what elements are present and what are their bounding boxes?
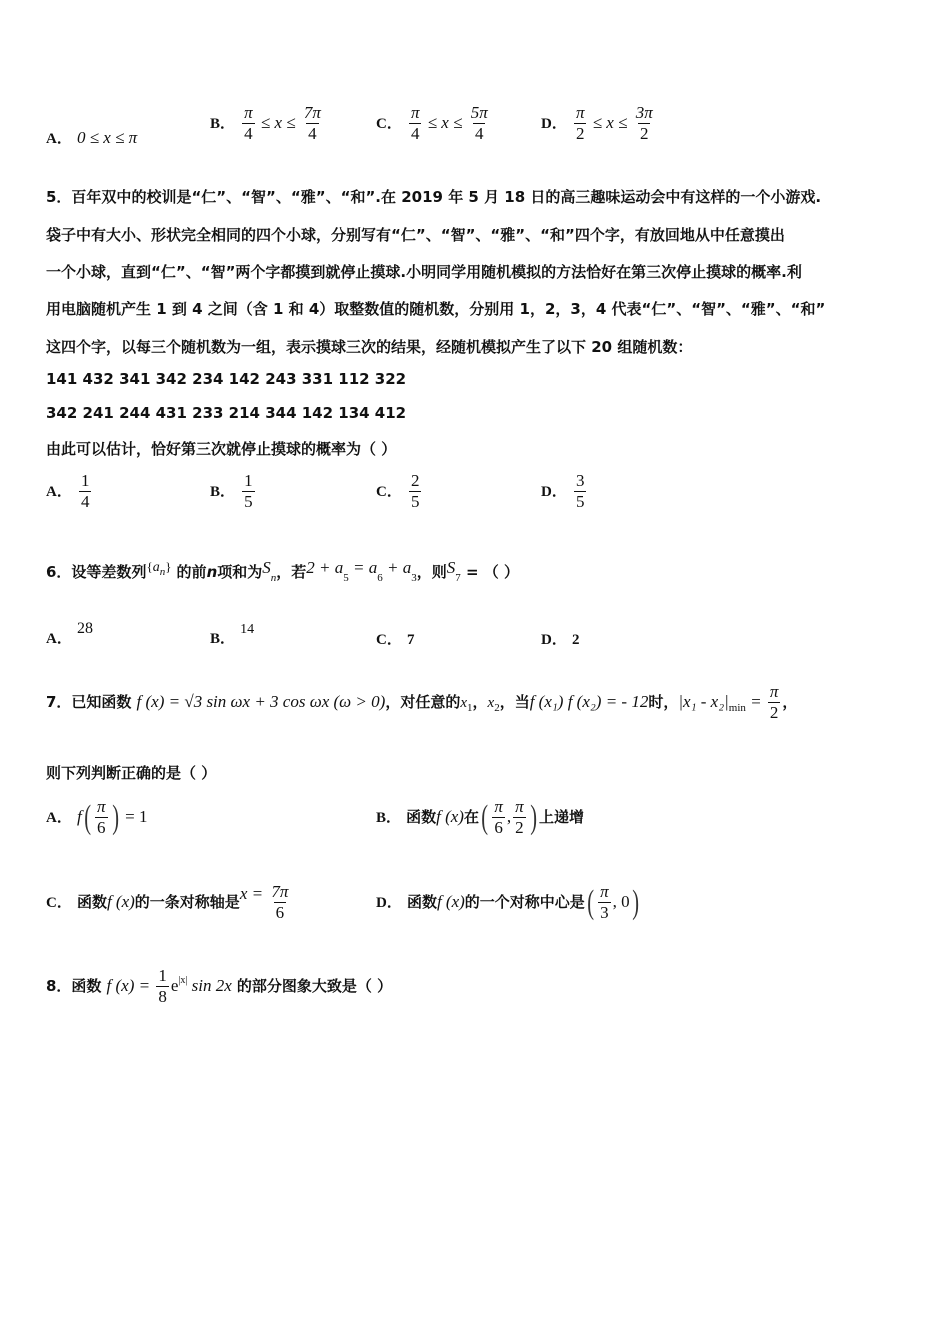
option-text: 的一条对称轴是 bbox=[134, 893, 240, 911]
function-symbol: f (x) bbox=[436, 807, 464, 826]
option-label: A． bbox=[46, 131, 72, 147]
option-label: C． bbox=[376, 484, 402, 500]
fraction-denominator: 4 bbox=[244, 124, 253, 143]
function-definition: f (x) = bbox=[106, 976, 155, 995]
fraction-numerator: π bbox=[244, 103, 253, 122]
q7-option-c bbox=[46, 882, 292, 923]
fraction-denominator: 8 bbox=[158, 987, 167, 1006]
subscript: 2 bbox=[494, 702, 500, 714]
function-symbol: f bbox=[76, 807, 82, 826]
fraction-denominator: 2 bbox=[515, 818, 524, 837]
option-label: C． bbox=[46, 895, 72, 911]
option-label: C． bbox=[376, 116, 402, 132]
q4-option-a bbox=[46, 127, 137, 148]
subscript: 1 bbox=[467, 702, 473, 714]
q5-prompt: 由此可以估计，恰好第三次就停止摸球的概率为（ ） bbox=[46, 440, 397, 458]
fraction-numerator: π bbox=[515, 797, 524, 816]
q7-text: 7．已知函数 bbox=[46, 693, 132, 711]
variable: x bbox=[487, 695, 495, 711]
fraction-numerator: π bbox=[575, 103, 585, 122]
q8-text: 8．函数 bbox=[46, 977, 102, 995]
function-symbol: f (x) bbox=[106, 892, 135, 911]
fraction-denominator: 4 bbox=[80, 492, 90, 511]
function-symbol: f (x) bbox=[436, 892, 465, 911]
option-label: B． bbox=[210, 116, 236, 132]
q6-text: ，若 bbox=[276, 563, 307, 581]
q4-option-b bbox=[210, 103, 325, 144]
fraction-denominator: 6 bbox=[275, 903, 285, 922]
sum-symbol: S bbox=[446, 558, 456, 577]
q5-random-numbers-1: 141 432 341 342 234 142 243 331 112 322 bbox=[46, 370, 407, 388]
subscript: 6 bbox=[377, 572, 383, 584]
option-label: B． bbox=[210, 484, 236, 500]
option-value: 14 bbox=[240, 622, 255, 637]
inequality: ≤ x ≤ bbox=[588, 113, 632, 132]
option-text: 的一个对称中心是 bbox=[464, 893, 585, 911]
equals: = bbox=[745, 692, 766, 711]
q5-line-4: 用电脑随机产生 1 到 4 之间（含 1 和 4）取整数值的随机数，分别用 1，2，3，4 代表“仁”、“智”、“雅”、“和” bbox=[46, 300, 826, 318]
condition: = a bbox=[348, 558, 378, 577]
q7-stem bbox=[46, 682, 797, 723]
fraction-denominator: 5 bbox=[410, 492, 420, 511]
separator: ， bbox=[472, 693, 488, 711]
fraction-numerator: 5π bbox=[470, 103, 488, 122]
condition: 2 + a bbox=[306, 558, 344, 577]
option-label: B． bbox=[210, 631, 236, 647]
option-expression: , 0 bbox=[612, 892, 630, 911]
inequality: ≤ x ≤ bbox=[423, 113, 467, 132]
fraction-numerator: 3π bbox=[635, 103, 653, 122]
fraction-numerator: π bbox=[494, 797, 503, 816]
subscript: n bbox=[270, 572, 277, 584]
subscript: min bbox=[728, 702, 746, 714]
sum-symbol: S bbox=[262, 558, 271, 577]
fraction-numerator: 3 bbox=[575, 471, 585, 490]
q6-text: 的前 bbox=[176, 563, 207, 581]
function-definition: f (x) = √3 sin ωx + 3 cos ωx (ω > 0) bbox=[136, 692, 386, 711]
option-text: 函数 bbox=[406, 808, 437, 826]
q6-stem: 6．设等差数列{an} 的前n项和为$S_n$，若$2 + a_5 = a_6 + a_3$，则$S_7$ = （ ） bbox=[46, 558, 519, 584]
fraction-numerator: π bbox=[769, 682, 779, 701]
option-label: C． bbox=[376, 632, 402, 648]
q7-prompt: 则下列判断正确的是（ ） bbox=[46, 764, 217, 782]
sequence-symbol: a bbox=[152, 560, 160, 575]
q5-line-2: 袋子中有大小、形状完全相同的四个小球，分别写有“仁”、“智”、“雅”、“和”四个字，有放回地从中任意摸出 bbox=[46, 226, 785, 244]
q5-random-numbers-2: 342 241 244 431 233 214 344 142 134 412 bbox=[46, 404, 407, 422]
fraction-numerator: 7π bbox=[303, 103, 321, 122]
q5-option-b bbox=[210, 471, 257, 512]
option-label: A． bbox=[46, 810, 72, 826]
fraction-denominator: 6 bbox=[494, 818, 503, 837]
option-label: A． bbox=[46, 484, 72, 500]
q7-option-a: A． f( $\frac{\pi}{6}$ ) = 1 bbox=[46, 797, 148, 837]
axis-equation: x = bbox=[239, 884, 268, 903]
q8-stem bbox=[46, 966, 392, 1007]
option-text: 上递增 bbox=[538, 808, 584, 826]
fraction-denominator: 3 bbox=[600, 903, 609, 922]
option-text: 函数 bbox=[76, 893, 107, 911]
fraction-numerator: 1 bbox=[158, 966, 167, 985]
fraction-numerator: π bbox=[410, 103, 420, 122]
option-expression: = 1 bbox=[120, 807, 148, 826]
q7-option-d: D． 函数f (x)的一个对称中心是( $\frac{\pi}{3}$ , 0) bbox=[376, 882, 639, 922]
q6-option-c bbox=[376, 628, 414, 649]
q5-option-a bbox=[46, 471, 93, 512]
superscript: |x| bbox=[178, 975, 188, 986]
q5-line-1: 5．百年双中的校训是“仁”、“智”、“雅”、“和”.在 2019 年 5 月 18 日的高三趣味运动会中有这样的一个小游戏. bbox=[46, 188, 822, 206]
q6-option-b bbox=[210, 618, 254, 648]
q6-text: ，则 bbox=[416, 563, 447, 581]
subscript: 3 bbox=[411, 572, 417, 584]
fraction-numerator: π bbox=[97, 797, 106, 816]
inequality: ≤ x ≤ bbox=[256, 113, 300, 132]
q6-text: 6．设等差数列 bbox=[46, 563, 147, 581]
fraction-denominator: 4 bbox=[410, 124, 420, 143]
fraction-numerator: 7π bbox=[271, 882, 289, 901]
fraction-numerator: 1 bbox=[244, 471, 253, 490]
q4-option-d bbox=[541, 103, 657, 144]
option-value: 2 bbox=[571, 632, 580, 648]
subscript: 7 bbox=[455, 572, 461, 584]
fraction-numerator: 2 bbox=[410, 471, 420, 490]
q6-option-d bbox=[541, 628, 579, 649]
q5-line-5: 这四个字，以每三个随机数为一组，表示摸球三次的结果，经随机模拟产生了以下 20 组随机数： bbox=[46, 338, 693, 356]
function-definition: sin 2x bbox=[187, 976, 232, 995]
q4-option-c bbox=[376, 103, 492, 144]
option-value: 28 bbox=[76, 620, 93, 637]
subscript: n bbox=[159, 566, 166, 578]
q7-text: 时， bbox=[648, 693, 679, 711]
option-label: D． bbox=[376, 895, 402, 911]
condition: + a bbox=[382, 558, 412, 577]
q7-text: ，对任意的 bbox=[385, 693, 461, 711]
option-label: D． bbox=[541, 484, 567, 500]
option-text: 在 bbox=[463, 808, 479, 826]
fraction-numerator: π bbox=[600, 882, 609, 901]
absolute-difference: |x₁ - x₂| bbox=[678, 692, 729, 711]
option-label: B． bbox=[376, 810, 402, 826]
option-text: 函数 bbox=[406, 893, 437, 911]
subscript: 5 bbox=[343, 572, 349, 584]
option-label: A． bbox=[46, 631, 72, 647]
fraction-denominator: 4 bbox=[308, 124, 317, 143]
product-condition: f (x₁) f (x₂) = - 12 bbox=[529, 692, 649, 711]
q7-option-b: B． 函数f (x)在( $\frac{\pi}{6}$ , $\frac{\pi}{2}$ ) 上递增 bbox=[376, 797, 584, 837]
exponential-base: e bbox=[170, 976, 179, 995]
fraction-denominator: 5 bbox=[575, 492, 585, 511]
q5-option-c bbox=[376, 471, 423, 512]
q7-text: ， bbox=[782, 693, 798, 711]
q6-text: 项和为 bbox=[217, 563, 263, 581]
q6-n: n bbox=[206, 563, 218, 581]
fraction-numerator: 1 bbox=[80, 471, 90, 490]
fraction-denominator: 2 bbox=[575, 124, 585, 143]
option-label: D． bbox=[541, 116, 567, 132]
fraction-denominator: 2 bbox=[639, 124, 649, 143]
q6-text: = （ ） bbox=[460, 563, 519, 581]
option-value: 7 bbox=[406, 632, 415, 648]
option-label: D． bbox=[541, 632, 567, 648]
q6-option-a bbox=[46, 618, 93, 648]
fraction-denominator: 4 bbox=[474, 124, 484, 143]
q5-option-d bbox=[541, 471, 588, 512]
option-expression: 0 ≤ x ≤ π bbox=[76, 128, 138, 147]
q7-text: ，当 bbox=[499, 693, 530, 711]
q8-text: 的部分图象大致是（ ） bbox=[236, 977, 393, 995]
fraction-denominator: 5 bbox=[244, 492, 253, 511]
q5-line-3: 一个小球，直到“仁”、“智”两个字都摸到就停止摸球.小明同学用随机模拟的方法恰好在第三次停止摸球的概率.利 bbox=[46, 263, 802, 281]
variable: x bbox=[460, 695, 467, 711]
fraction-denominator: 2 bbox=[769, 703, 779, 722]
fraction-denominator: 6 bbox=[97, 818, 106, 837]
